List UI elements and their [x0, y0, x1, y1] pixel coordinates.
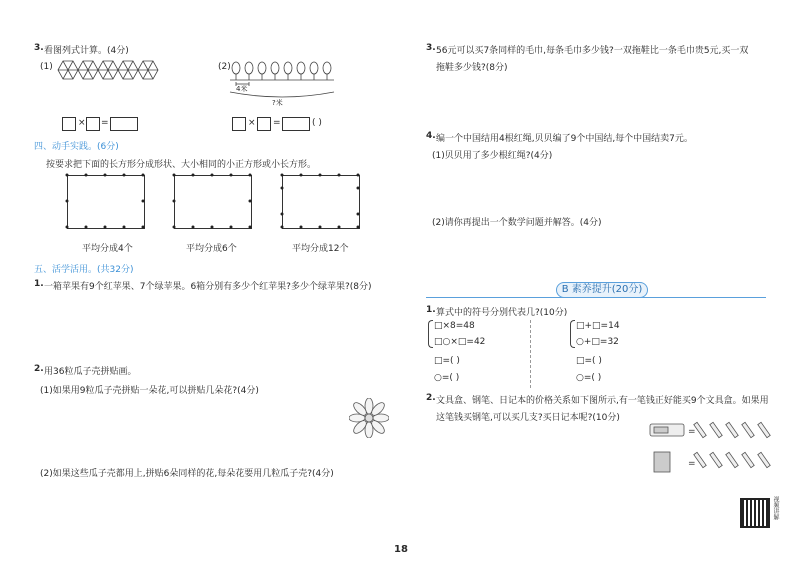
stationery-prices-icon	[648, 420, 788, 478]
equation: □+□=14	[576, 321, 620, 331]
part-label: (1)	[40, 62, 53, 72]
question-text: 看图列式计算。(4分)	[44, 46, 129, 56]
caption: 平均分成6个	[186, 244, 237, 254]
answer-line[interactable]: □=( )	[576, 356, 602, 366]
sub-question: (1)如果用9粒瓜子壳拼贴一朵花,可以拼贴几朵花?(4分)	[40, 386, 259, 396]
sub-question: (2)请你再提出一个数学问题并解答。(4分)	[432, 218, 602, 228]
section-title: 五、活学活用。(共32分)	[34, 265, 134, 275]
svg-text:=: =	[688, 427, 696, 437]
question-number: 2.	[426, 393, 436, 403]
divider	[530, 320, 531, 388]
equation: □○×□=42	[434, 337, 486, 347]
answer-box[interactable]	[110, 117, 138, 131]
section-banner: B 素养提升(20分)	[556, 282, 648, 298]
total-length-label: ?米	[272, 99, 283, 107]
section-title: 四、动手实践。(6分)	[34, 142, 119, 152]
length-label: 4米	[236, 85, 248, 93]
sub-question: (1)贝贝用了多少根红绳?(4分)	[432, 151, 553, 161]
answer-box[interactable]	[257, 117, 271, 131]
answer-line[interactable]: ○=( )	[576, 373, 602, 383]
answer-box[interactable]	[62, 117, 76, 131]
caption: 平均分成4个	[82, 244, 133, 254]
instruction-text: 按要求把下面的长方形分成形状、大小相同的小正方形或小长方形。	[46, 160, 317, 170]
times-sign: ×	[248, 118, 256, 128]
brace	[570, 320, 575, 348]
flower-icon	[349, 398, 389, 438]
question-text: 算式中的符号分别代表几?(10分)	[436, 308, 568, 318]
answer-box[interactable]	[232, 117, 246, 131]
question-text: 56元可以买7条同样的毛巾,每条毛巾多少钱?一双拖鞋比一条毛巾贵5元,买一双	[436, 46, 749, 56]
answer-line[interactable]: □=( )	[434, 356, 460, 366]
trees-icon	[228, 58, 338, 108]
question-number: 1.	[34, 279, 44, 289]
hexagon-shapes-icon	[56, 58, 166, 82]
question-text: 一箱苹果有9个红苹果、7个绿苹果。6箱分别有多少个红苹果?多少个绿苹果?(8分)	[44, 282, 372, 292]
question-number: 3.	[34, 43, 44, 53]
question-text: 用36粒瓜子壳拼贴画。	[44, 367, 137, 377]
answer-box[interactable]	[86, 117, 100, 131]
question-number: 4.	[426, 131, 436, 141]
page-number: 18	[394, 544, 408, 555]
part-label: (2)	[218, 62, 231, 72]
qr-label: 视频讲解	[772, 496, 779, 520]
question-text: 拖鞋多少钱?(8分)	[436, 63, 508, 73]
times-sign: ×	[78, 118, 86, 128]
svg-text:=: =	[688, 459, 696, 469]
qr-code-icon[interactable]	[740, 498, 770, 528]
equation: □×8=48	[434, 321, 475, 331]
unit-paren: ( )	[312, 118, 322, 128]
question-number: 3.	[426, 43, 436, 53]
question-text: 文具盒、钢笔、日记本的价格关系如下图所示,有一笔钱正好能买9个文具盒。如果用	[436, 396, 769, 406]
sub-question: (2)如果这些瓜子壳都用上,拼贴6朵同样的花,每朵花要用几粒瓜子壳?(4分)	[40, 469, 334, 479]
rectangle-dots-icon	[60, 168, 370, 234]
question-number: 1.	[426, 305, 436, 315]
divider	[426, 297, 766, 298]
brace	[428, 320, 433, 348]
answer-box[interactable]	[282, 117, 310, 131]
equation: ○+□=32	[576, 337, 619, 347]
question-text: 编一个中国结用4根红绳,贝贝编了9个中国结,每个中国结卖7元。	[436, 134, 693, 144]
equals-sign: =	[273, 118, 281, 128]
question-number: 2.	[34, 364, 44, 374]
answer-line[interactable]: ○=( )	[434, 373, 460, 383]
equals-sign: =	[101, 118, 109, 128]
question-text: 这笔钱买钢笔,可以买几支?买日记本呢?(10分)	[436, 413, 620, 423]
caption: 平均分成12个	[292, 244, 349, 254]
